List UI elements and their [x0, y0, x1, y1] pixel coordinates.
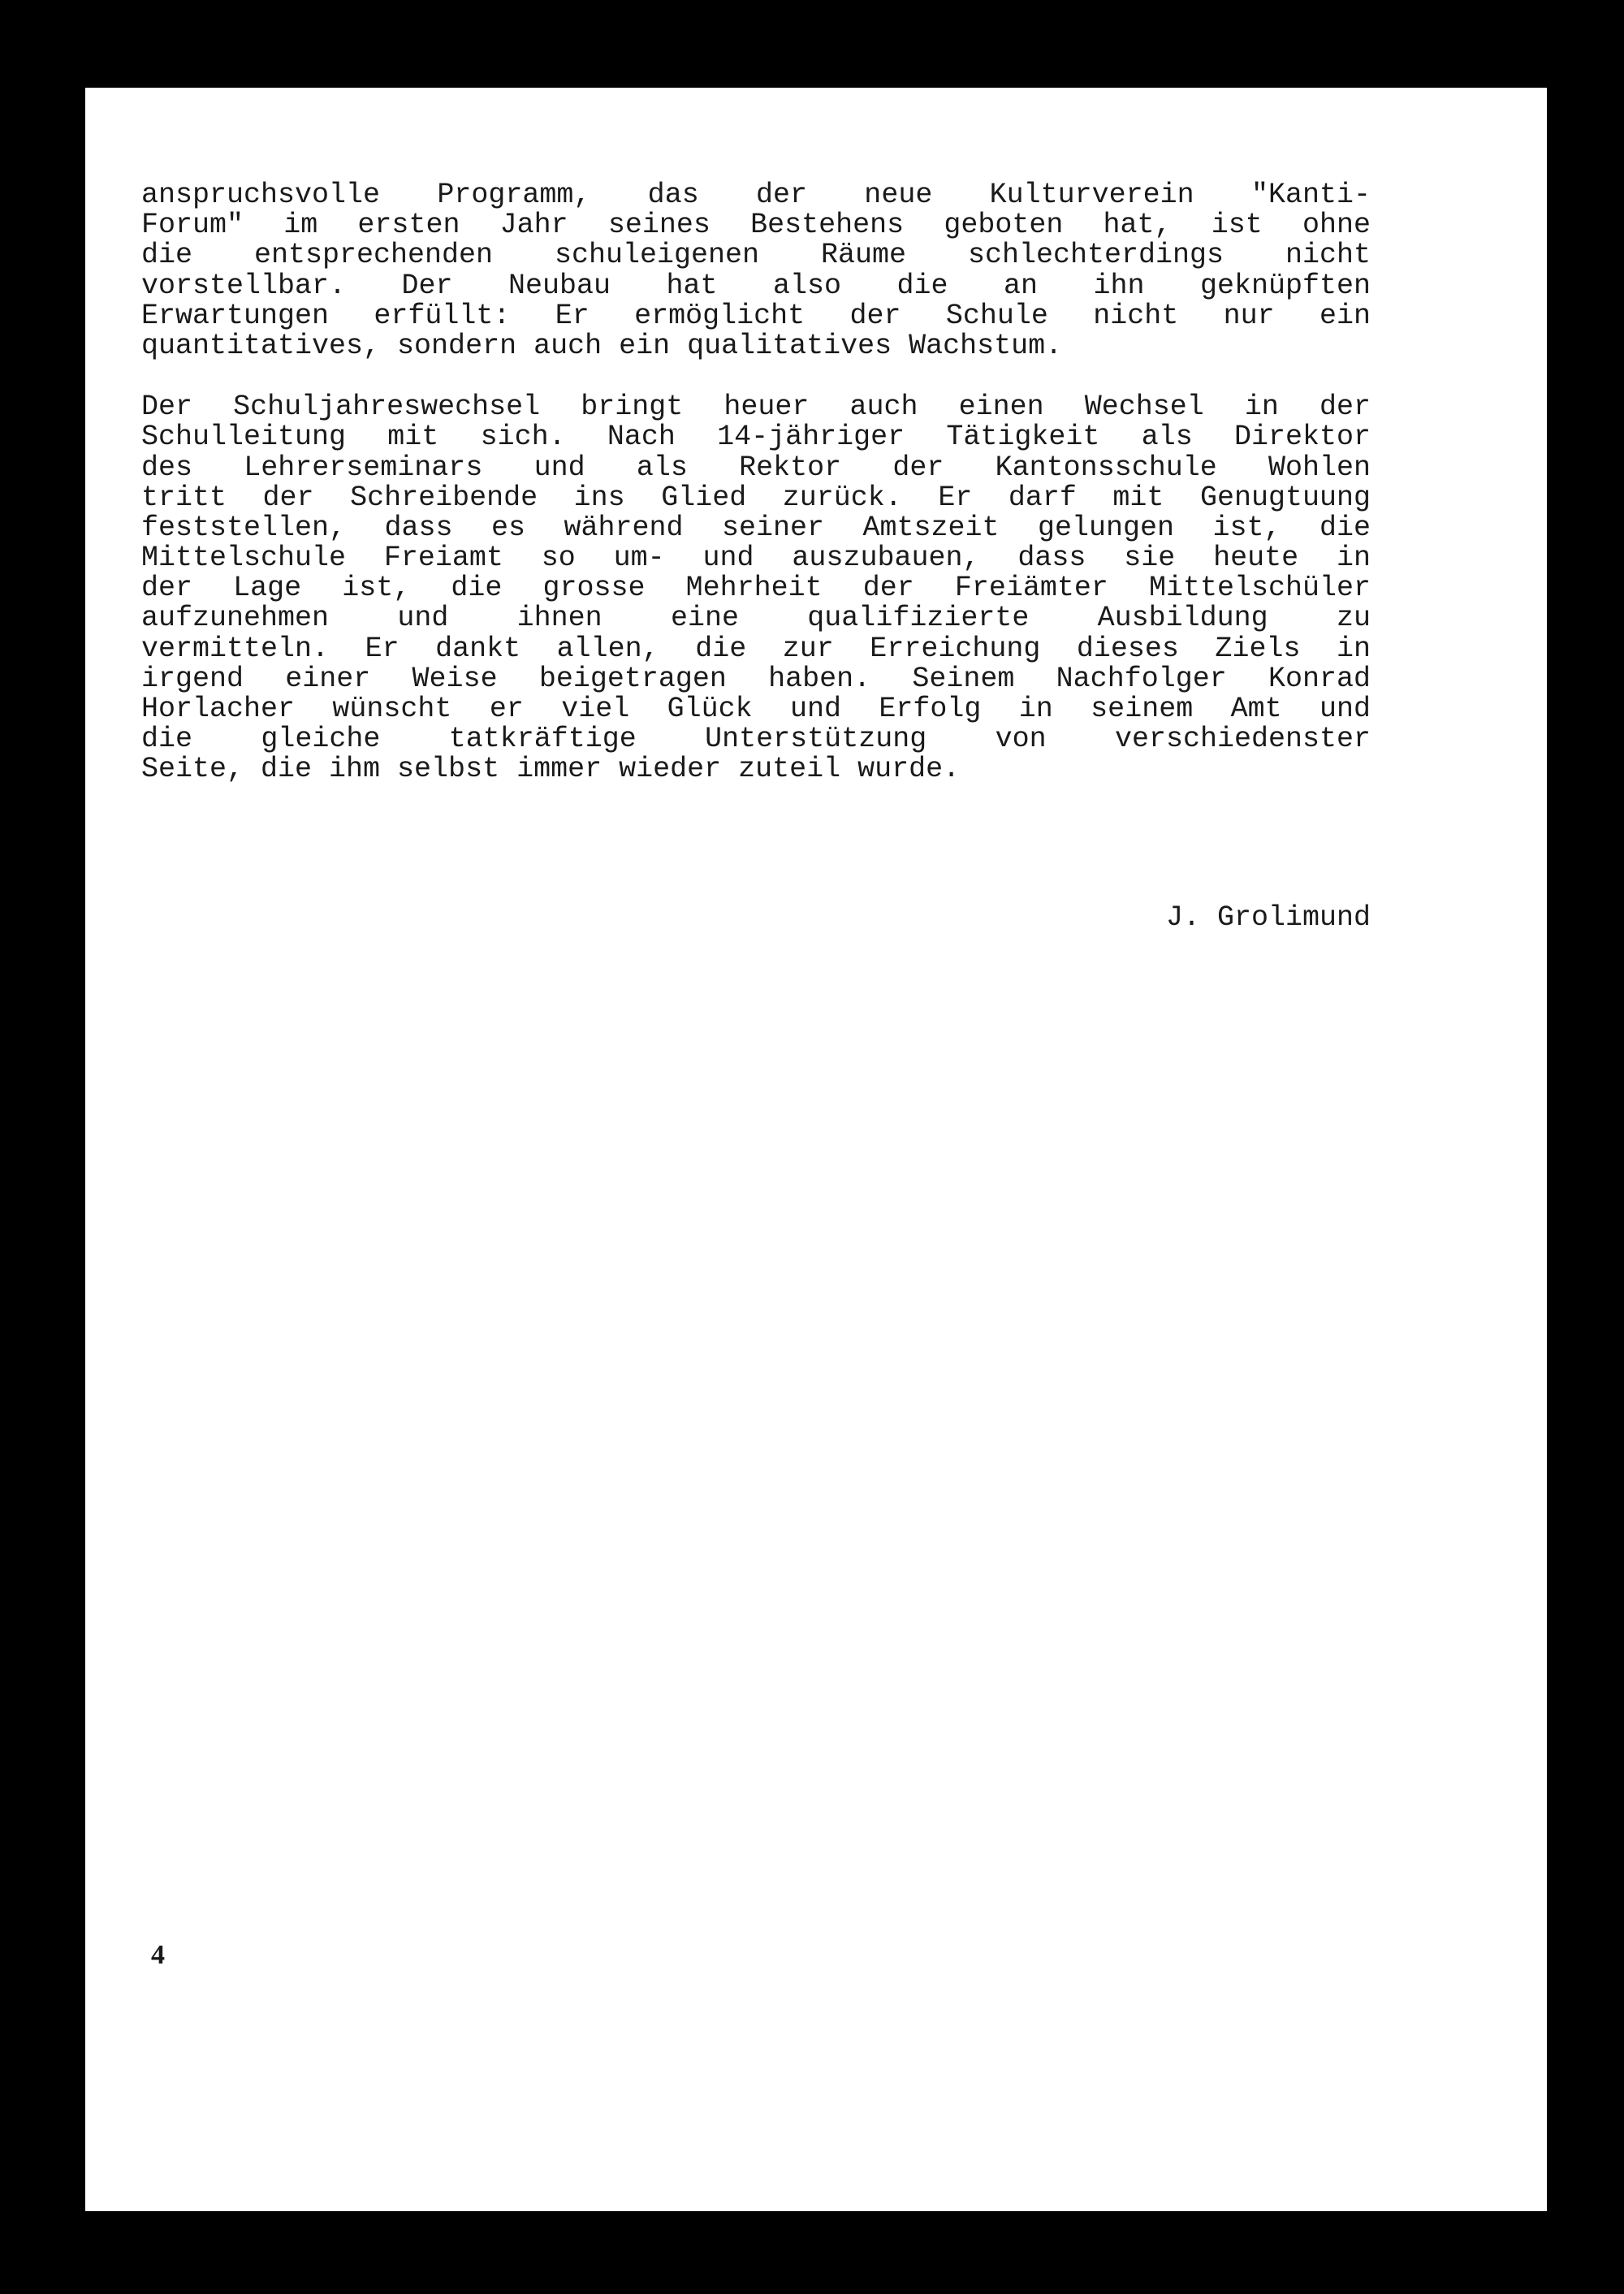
paragraph-gap	[141, 361, 1371, 392]
text-line: Forum" im ersten Jahr seines Bestehens geboten hat, ist ohne	[141, 209, 1371, 242]
text-line: Erwartungen erfüllt: Er ermöglicht der Schule nicht nur ein	[141, 299, 1371, 332]
text-line: Seite, die ihm selbst immer wieder zuteil wurde.	[141, 753, 961, 786]
text-line: Schulleitung mit sich. Nach 14-jähriger Tätigkeit als Direktor	[141, 421, 1371, 454]
page-number: 4	[151, 1940, 165, 1970]
text-line: Horlacher wünscht er viel Glück und Erfolg in seinem Amt und	[141, 693, 1371, 725]
paragraph-2	[141, 392, 1371, 784]
text-line: Der Schuljahreswechsel bringt heuer auch einen Wechsel in der	[141, 391, 1371, 424]
text-line: feststellen, dass es während seiner Amtszeit gelungen ist, die	[141, 511, 1371, 544]
body-text	[141, 180, 1371, 785]
text-line: vorstellbar. Der Neubau hat also die an ihn geknüpften	[141, 269, 1371, 302]
paragraph-1	[141, 180, 1371, 361]
text-line: aufzunehmen und ihnen eine qualifizierte Ausbildung zu	[141, 602, 1371, 635]
text-line: die gleiche tatkräftige Unterstützung von verschiedenster	[141, 723, 1371, 756]
author-signature: J. Grolimund	[1165, 901, 1371, 934]
text-line: anspruchsvolle Programm, das der neue Kulturverein "Kanti-	[141, 179, 1371, 211]
text-line: vermitteln. Er dankt allen, die zur Erreichung dieses Ziels in	[141, 632, 1371, 665]
text-line: tritt der Schreibende ins Glied zurück. Er darf mit Genugtuung	[141, 481, 1371, 514]
text-line: quantitatives, sondern auch ein qualitatives Wachstum.	[141, 329, 1063, 362]
text-line: Mittelschule Freiamt so um- und auszubauen, dass sie heute in	[141, 542, 1371, 575]
text-line: irgend einer Weise beigetragen haben. Seinem Nachfolger Konrad	[141, 662, 1371, 695]
text-line: des Lehrerseminars und als Rektor der Kantonsschule Wohlen	[141, 451, 1371, 484]
text-line: die entsprechenden schuleigenen Räume schlechterdings nicht	[141, 239, 1371, 272]
text-line: der Lage ist, die grosse Mehrheit der Freiämter Mittelschüler	[141, 572, 1371, 605]
